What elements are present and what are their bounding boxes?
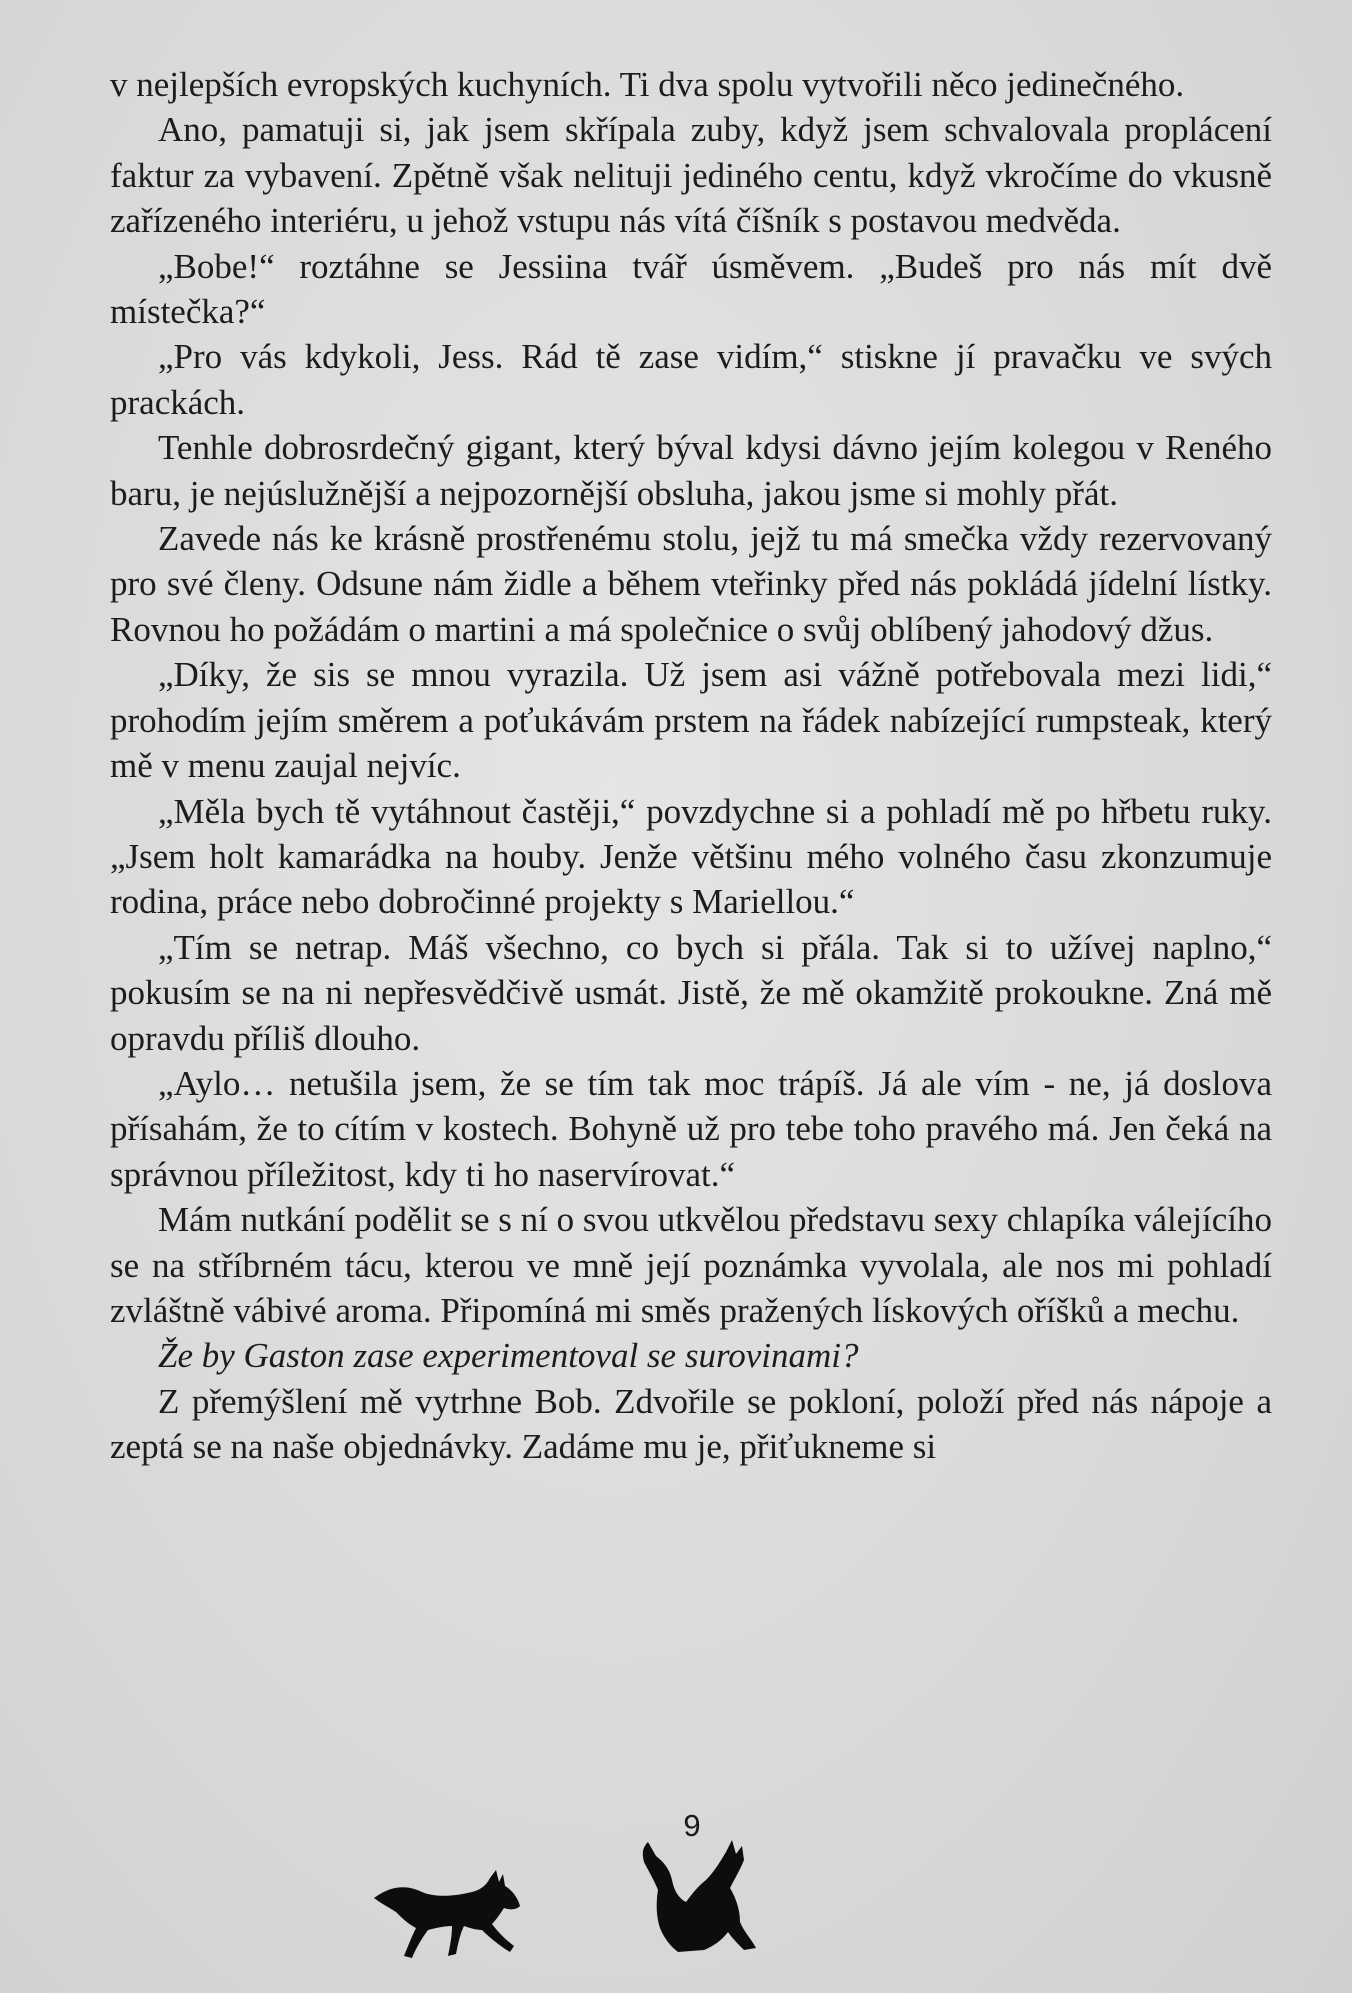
running-wolf-icon	[372, 1868, 522, 1963]
paragraph: „Měla bych tě vytáhnout častěji,“ povzdychne si a pohladí mě po hřbetu ruky. „Jsem holt kamarádka na houby. Jenže většinu mého volného času zkonzumuje rodina, práce nebo dobročinné projekty s Mariellou.“	[110, 791, 1272, 922]
paragraph: Z přemýšlení mě vytrhne Bob. Zdvořile se pokloní, položí před nás nápoje a zeptá se na naše objednávky. Zadáme mu je, přiťukneme si	[110, 1381, 1272, 1467]
paragraph: Mám nutkání podělit se s ní o svou utkvělou představu sexy chlapíka válejícího se na stříbrném tácu, kterou ve mně její poznámka vyvolala, ale nos mi pohladí zvláštně vábivé aroma. Připomíná mi směs pražených lískových oříšků a mechu.	[110, 1200, 1272, 1330]
paragraph: Zavede nás ke krásně prostřenému stolu, jejž tu má smečka vždy rezervovaný pro své členy. Odsune nám židle a během vteřinky před nás pokládá jídelní lístky. Rovnou ho požádám o martini a má společnice o svůj oblíbený jahodový džus.	[110, 519, 1272, 649]
paragraph: Ano, pamatuji si, jak jsem skřípala zuby, když jsem schvalovala proplácení faktur za vybavení. Zpětně však nelituji jediného centu, když vkročíme do vkusně zařízeného interiéru, u jehož vstupu nás vítá číšník s postavou medvěda.	[110, 110, 1272, 241]
italic-thought: Že by Gaston zase experimentoval se surovinami?	[158, 1336, 859, 1376]
paragraph-continuation: v nejlepších evropských kuchyních. Ti dva spolu vytvořili něco jedinečného.	[110, 65, 1185, 104]
paragraph: „Pro vás kdykoli, Jess. Rád tě zase vidím,“ stiskne jí pravačku ve svých prackách.	[110, 337, 1272, 422]
paragraph: „Aylo… netušila jsem, že se tím tak moc trápíš. Já ale vím - ne, já doslova přísahám, že to cítím v kostech. Bohyně už pro tebe toho pravého má. Jen čeká na správnou příležitost, kdy ti ho naservírovat.“	[110, 1063, 1272, 1194]
page-text	[110, 62, 1272, 1470]
paragraph: „Díky, že sis se mnou vyrazila. Už jsem asi vážně potřebovala mezi lidi,“ prohodím jejím směrem a poťukávám prstem na řádek nabízející rumpsteak, který mě v menu zaujal nejvíc.	[110, 655, 1272, 786]
paragraph: „Tím se netrap. Máš všechno, co bych si přála. Tak si to užívej naplno,“ pokusím se na ni nepřesvědčivě usmát. Jistě, že mě okamžitě prokoukne. Zná mě opravdu příliš dlouho.	[110, 927, 1272, 1058]
howling-wolves-icon	[634, 1836, 758, 1954]
paragraph: „Bobe!“ roztáhne se Jessiina tvář úsměvem. „Budeš pro nás mít dvě místečka?“	[110, 246, 1272, 332]
paragraph: Tenhle dobrosrdečný gigant, který býval kdysi dávno jejím kolegou v Reného baru, je nejúslužnější a nejpozornější obsluha, jakou jsme si mohly přát.	[110, 428, 1272, 513]
page-number: 9	[683, 1808, 701, 1843]
